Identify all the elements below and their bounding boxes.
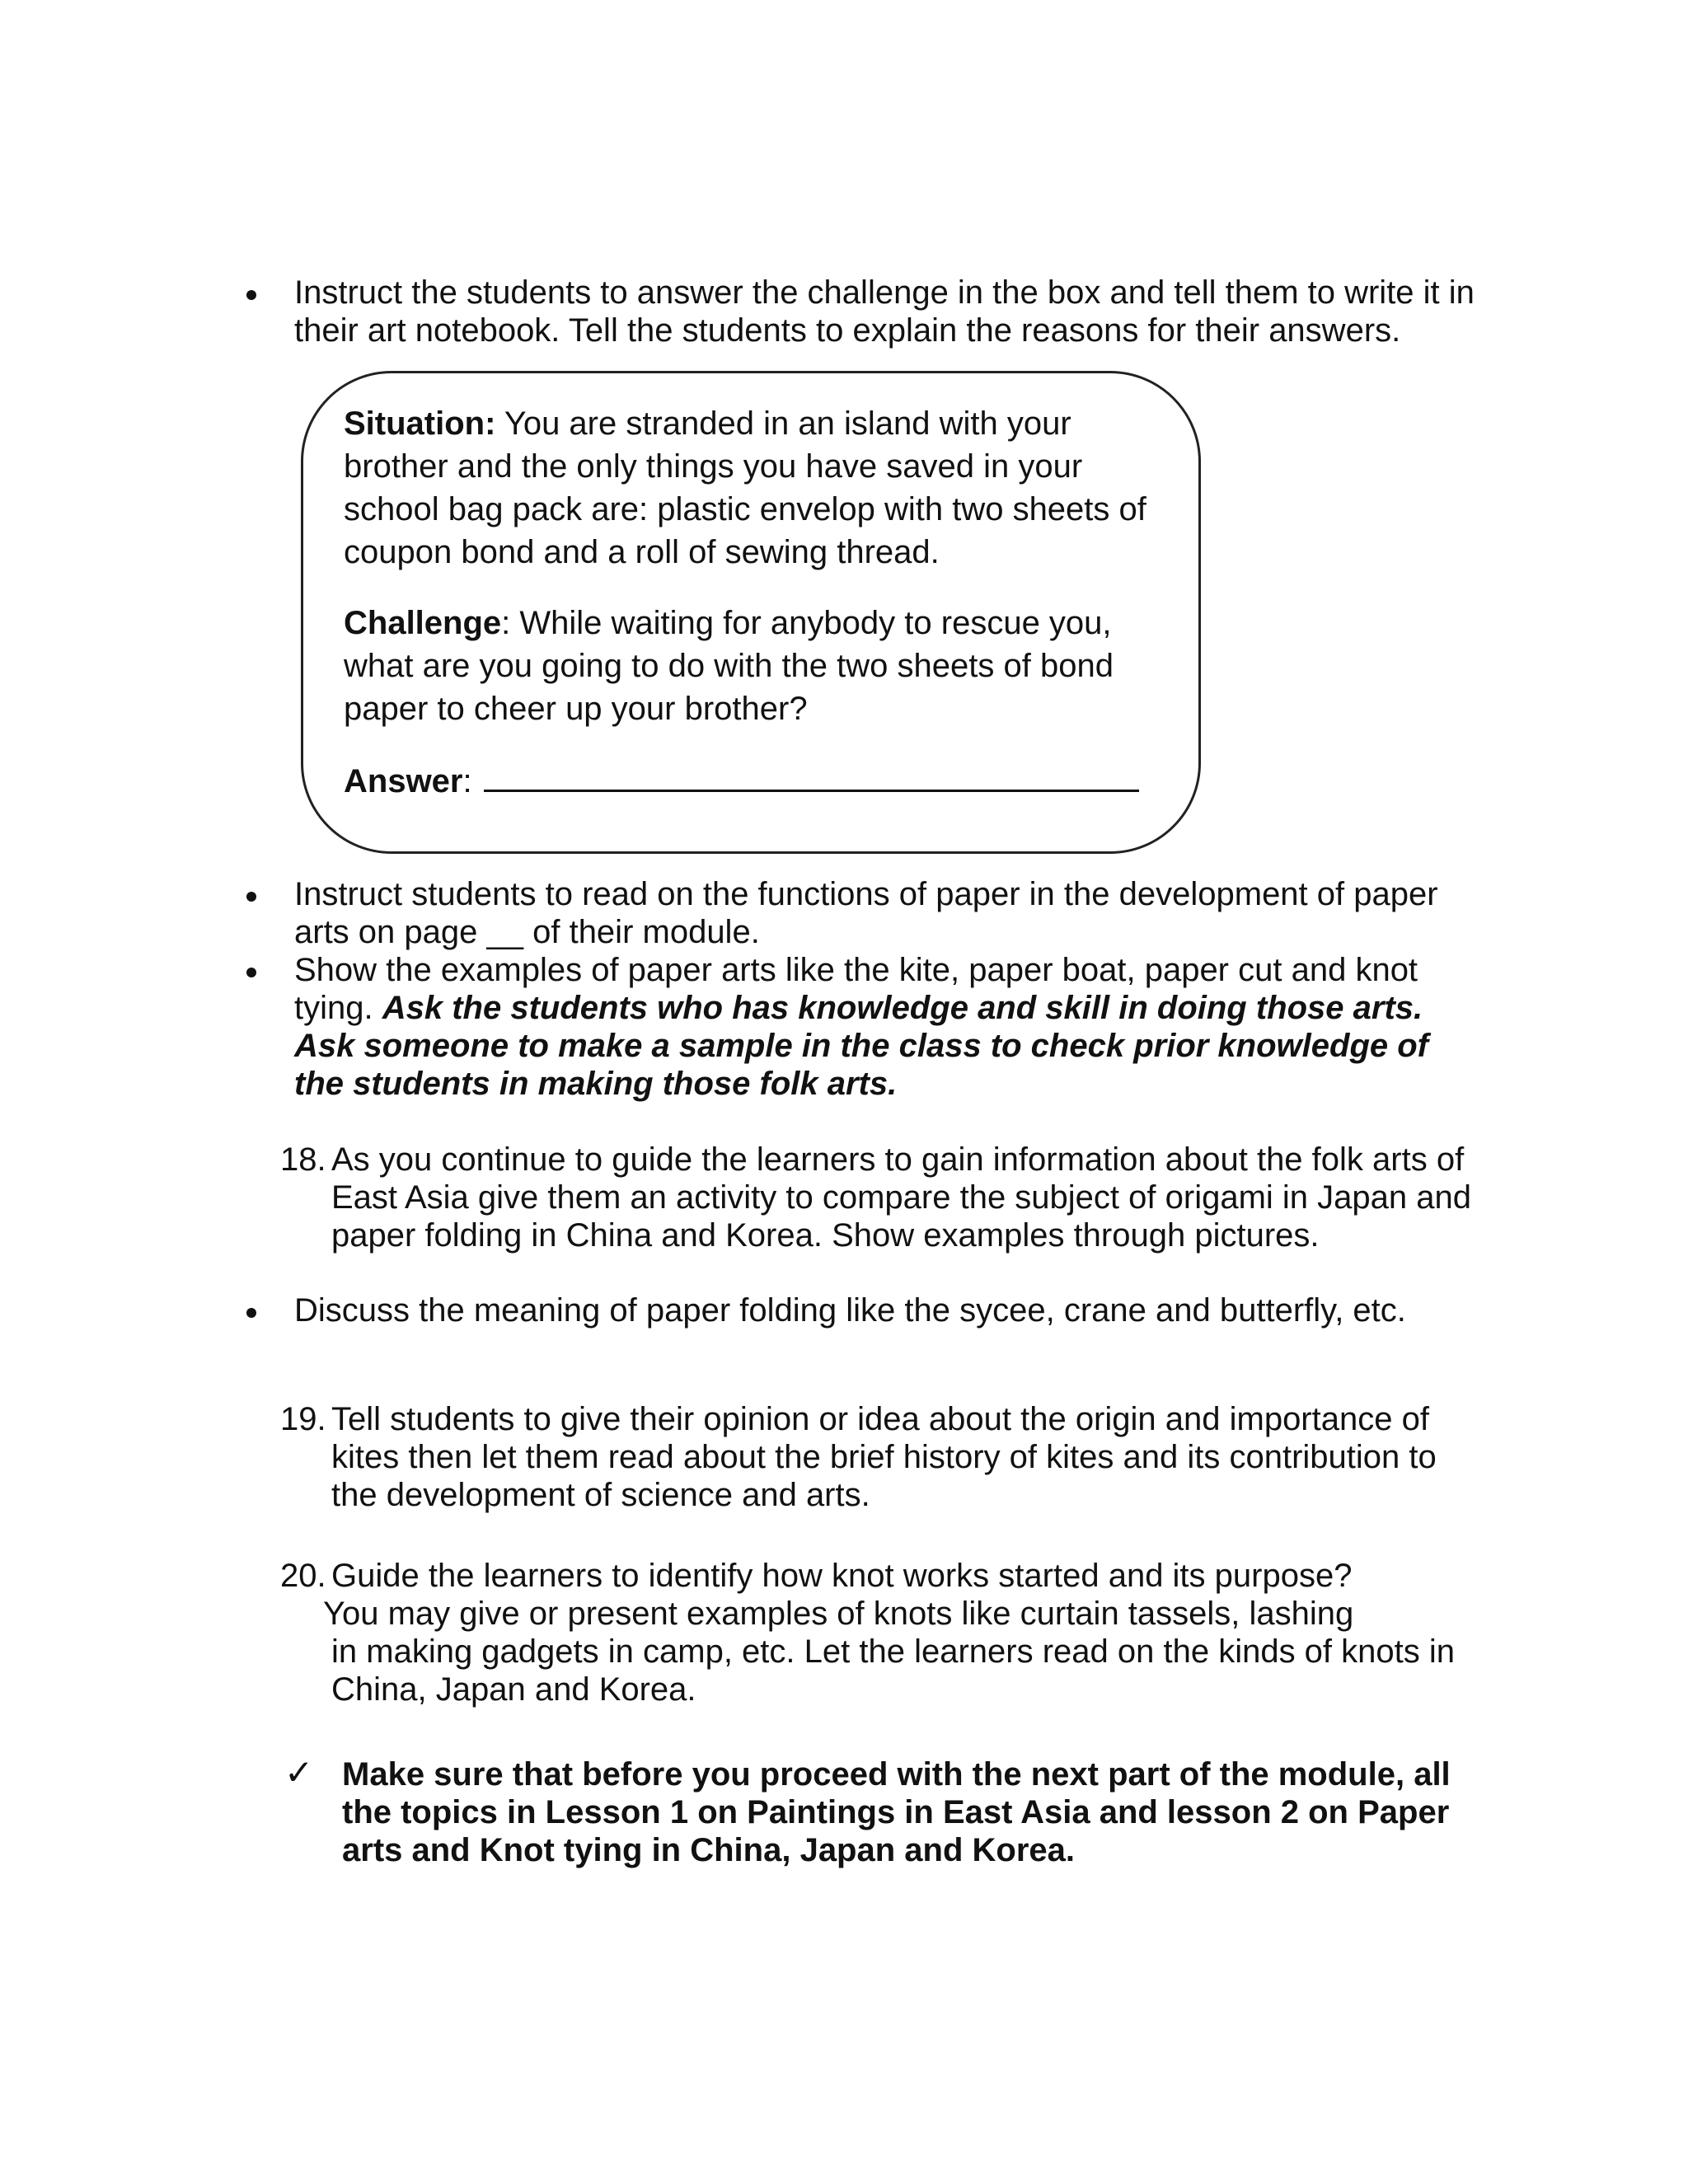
situation-text-line: school bag pack are: plastic envelop with two sheets of — [344, 491, 1146, 527]
item-19-paragraph — [331, 1400, 1502, 1514]
situation-text-line: coupon bond and a roll of sewing thread. — [344, 534, 940, 570]
text-line: As you continue to guide the learners to gain information about the folk arts of — [331, 1141, 1465, 1178]
instruction-paragraph-2 — [294, 875, 1489, 951]
text-line: in making gadgets in camp, etc. Let the learners read on the kinds of knots in — [331, 1633, 1456, 1670]
bullet-marker — [243, 879, 260, 916]
reminder-paragraph — [342, 1755, 1512, 1869]
item-number: 20. — [280, 1558, 326, 1594]
situation-label: Situation: — [344, 405, 496, 442]
bullet-marker — [243, 277, 260, 315]
situation-text-line: You are stranded in an island with your — [495, 405, 1071, 442]
text-line: kites then let them read about the brief history of kites and its contribution to — [331, 1439, 1437, 1475]
situation-text-line: brother and the only things you have saved in your — [344, 448, 1083, 485]
item-number: 19. — [280, 1401, 326, 1437]
text-line: Discuss the meaning of paper folding like the sycee, crane and butterfly, etc. — [294, 1292, 1406, 1329]
text-line: their art notebook. Tell the students to explain the reasons for their answers. — [294, 312, 1401, 349]
answer-label: Answer — [344, 763, 463, 799]
challenge-text-line: : While waiting for anybody to rescue you, — [501, 605, 1112, 641]
checkmark-icon: ✓ — [284, 1753, 314, 1792]
text-line: arts on page __ of their module. — [294, 914, 760, 950]
answer-blank-line — [484, 757, 1139, 792]
challenge-text-line: paper to cheer up your brother? — [344, 691, 808, 727]
text-line: the development of science and arts. — [331, 1477, 870, 1513]
challenge-label: Challenge — [344, 605, 502, 641]
text-line: the topics in Lesson 1 on Paintings in East Asia and lesson 2 on Paper — [342, 1794, 1450, 1830]
text-line: Make sure that before you proceed with the next part of the module, all — [342, 1756, 1451, 1793]
item-20-paragraph — [323, 1557, 1502, 1708]
emphasis-text: Ask someone to make a sample in the class to check prior knowledge of — [294, 1028, 1428, 1064]
text-line: tying. — [294, 990, 382, 1026]
instruction-paragraph-3 — [294, 951, 1489, 1103]
bullet-marker — [243, 1295, 260, 1333]
emphasis-text: the students in making those folk arts. — [294, 1066, 898, 1102]
text-line: China, Japan and Korea. — [331, 1671, 696, 1708]
text-line: Instruct the students to answer the challenge in the box and tell them to write it in — [294, 274, 1475, 311]
bullet-marker — [243, 954, 260, 992]
challenge-text-line: what are you going to do with the two sheets of bond — [344, 648, 1114, 684]
text-line: East Asia give them an activity to compare the subject of origami in Japan and — [331, 1179, 1471, 1216]
answer-colon: : — [462, 763, 472, 799]
text-line: arts and Knot tying in China, Japan and Korea. — [342, 1832, 1076, 1868]
text-line: You may give or present examples of knots like curtain tassels, lashing — [323, 1596, 1354, 1632]
text-line: Tell students to give their opinion or idea about the origin and importance of — [331, 1401, 1429, 1437]
item-18-paragraph — [331, 1141, 1502, 1254]
text-line: paper folding in China and Korea. Show examples through pictures. — [331, 1217, 1320, 1254]
instruction-paragraph-1 — [294, 274, 1489, 349]
text-line: Instruct students to read on the functions of paper in the development of paper — [294, 876, 1438, 912]
text-line: Guide the learners to identify how knot works started and its purpose? — [331, 1558, 1353, 1594]
challenge-text — [344, 602, 1184, 730]
situation-text — [344, 402, 1184, 574]
instruction-paragraph-4 — [294, 1291, 1489, 1329]
text-line: Show the examples of paper arts like the kite, paper boat, paper cut and knot — [294, 952, 1418, 988]
item-number: 18. — [280, 1141, 326, 1178]
answer-row — [344, 757, 1184, 803]
emphasis-text: Ask the students who has knowledge and skill in doing those arts. — [382, 990, 1423, 1026]
